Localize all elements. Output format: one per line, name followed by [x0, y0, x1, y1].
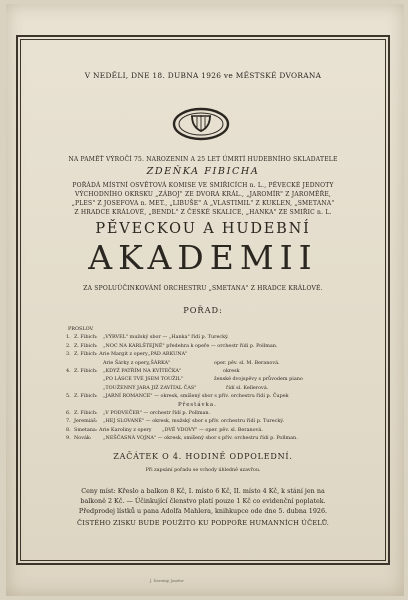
composer-name: ZDEŇKA FIBICHA: [146, 166, 260, 177]
prologue: PROSLOV.: [68, 326, 94, 332]
charity-line: ČISTÉHO ZISKU BUDE POUŽITO KU PODPOŘE HUMANNÍCH ÚČELŮ.: [76, 519, 330, 527]
cooperation-line: ZA SPOLUÚČINKOVÁNÍ ORCHESTRU „SMETANA" Z HRADCE KRÁLOVÉ.: [83, 285, 323, 292]
lyre-emblem-icon: [172, 107, 230, 141]
date-line: V NEDĚLI, DNE 18. DUBNA 1926 ve MĚSTSKÉ DVORANA: [84, 71, 322, 80]
price-line-1: Ceny míst: Křeslo a balkon 8 Kč, I. místo 6 Kč, II. místo 4 Kč, k stání jen na: [81, 487, 325, 495]
intermission: Přestávka.: [178, 401, 217, 408]
program-row: 9. Novák: „NEŠČASNÁ VOJNA" — okresk, smíšený sbor s přív. orchestru řídí p. Pollman.: [66, 435, 298, 442]
program-row: 1. Z. Fibich: „VÝRVEL" mužský sbor — „Hanka" řídí p. Turecký.: [66, 334, 229, 341]
price-line-2: balkoně 2 Kč. — Účinkující členstvo platí pouze 1 Kč co evidenční poplatek.: [80, 497, 326, 505]
organizer-line-2: VÝCHODNÍHO OKRSKU „ZÁBOJ" ZE DVORA KRÁL., „JAROMÍR" Z JAROMĚŘE,: [74, 191, 332, 198]
program-row: 6. Z. Fibich: „V PODVEČER" — orchestr řídí p. Pollman.: [66, 409, 211, 416]
program-row: „TOUŽENNÝ JARA JIŽ ZAVÍTAL ČAS" řídí sl. Kellerová.: [103, 384, 269, 391]
organizer-line-4: Z HRADCE KRÁLOVÉ, „BENDL" Z ČESKÉ SKALICE, „HANKA" ZE SMIŘIC n. L.: [74, 209, 332, 216]
program-list: [66, 325, 366, 442]
start-time: ZAČÁTEK O 4. HODINĚ ODPOLEDNÍ.: [113, 452, 293, 461]
organizer-line-1: POŘÁDÁ MÍSTNÍ OSVĚTOVÁ KOMISE VE SMIŘICÍCH n. L., PĚVECKÉ JEDNOTY: [72, 182, 334, 189]
title-big: AKADEMII: [88, 238, 318, 277]
memorial-line: NA PAMĚŤ VÝROČÍ 75. NAROZENIN A 25 LET ÚMRTÍ HUDEBNÍHO SKLADATELE: [68, 156, 338, 163]
printer-imprint: J. Novotný, Josefov: [150, 579, 184, 583]
organizer-line-3: „PLES" Z JOSEFOVA n. MET., „LIBUŠE" A „VLASTIMIL" Z KUKLEN, „SMETANA": [71, 200, 335, 207]
entry-note: Při zapsání pořadu se vchody úhledně uzavřou.: [145, 468, 261, 473]
program-row: 4. Z. Fibich: „KDYŽ PATŘÍM NA KVÍTEČKA" okresk: [66, 367, 240, 374]
program-heading: POŘAD:: [183, 305, 223, 315]
program-row: Arie Šárky z opery „ŠÁRKA" oper. pěv. sl. M. Beranová.: [103, 359, 280, 366]
program-row: 2. Z. Fibich: „NOC NA KARLŠTEJNĚ" předehra k opeře — orchestr řídí p. Pollman.: [66, 342, 278, 349]
price-line-3: Předprodej lístků u pana Adolfa Mahlera, knihkupce ode dne 5. dubna 1926.: [78, 507, 328, 515]
program-row: „PO LÁSCE TVÉ JSEM TOUŽIL" ženské dvojspěvy s průvodem piano: [103, 376, 303, 383]
program-row: 8. Smetana: Arie Karoliny z opery „DVĚ VDOVY" — oper. pěv. sl. Beranová.: [66, 426, 263, 433]
title-small: PĚVECKOU A HUDEBNÍ: [95, 221, 311, 237]
program-row: 7. Jeremiáš: „HEJ SLOVANÉ" — okresk, mužský sbor s přív. orchestru řídí p. Turecký.: [66, 418, 284, 425]
program-row: 5. Z. Fibich: „JARNÍ ROMANCE" — okresk, smíšený sbor s přív. orchestru řídí p. Čupek: [66, 393, 289, 400]
program-row: 3. Z. Fibich: Arie Margit z opery „PÁD ARKUNA": [66, 351, 188, 358]
